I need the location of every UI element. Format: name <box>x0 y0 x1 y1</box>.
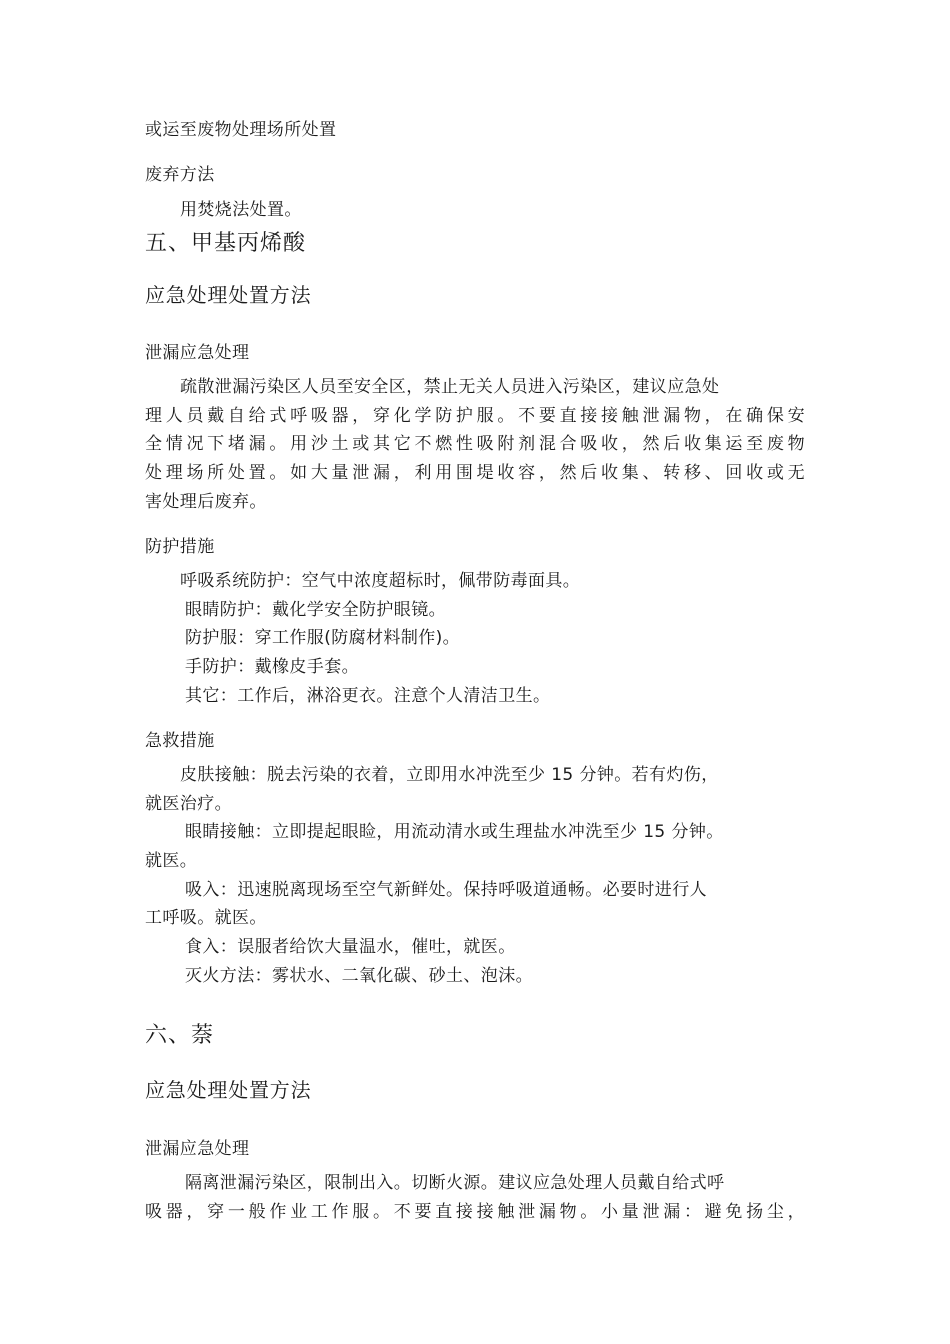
protection-item: 眼睛防护：戴化学安全防护眼镜。 <box>185 600 446 620</box>
paragraph-line: 吸器，穿一般作业工作服。不要直接接触泄漏物。小量泄漏：避免扬尘， <box>145 1202 805 1222</box>
paragraph-line: 全情况下堵漏。用沙土或其它不燃性吸附剂混合吸收，然后收集运至废物 <box>145 434 805 454</box>
first-aid-item: 灭火方法：雾状水、二氧化碳、砂土、泡沫。 <box>185 966 533 986</box>
heading-emergency-disposal: 应急处理处置方法 <box>145 1078 312 1102</box>
text-line: 用焚烧法处置。 <box>180 200 302 220</box>
text-line: 或运至废物处理场所处置 <box>145 120 337 140</box>
subheading-leak-response: 泄漏应急处理 <box>145 343 250 363</box>
first-aid-item: 眼睛接触：立即提起眼睑，用流动清水或生理盐水冲洗至少 15 分钟。 <box>185 822 724 842</box>
protection-item: 防护服：穿工作服(防腐材料制作)。 <box>185 628 461 648</box>
first-aid-item: 就医。 <box>145 851 198 871</box>
subheading-leak-response: 泄漏应急处理 <box>145 1139 250 1159</box>
paragraph-line: 疏散泄漏污染区人员至安全区，禁止无关人员进入污染区，建议应急处 <box>180 377 720 397</box>
section-heading-6: 六、萘 <box>145 1023 215 1048</box>
protection-item: 手防护：戴橡皮手套。 <box>185 657 359 677</box>
section-heading-5: 五、甲基丙烯酸 <box>145 231 307 256</box>
protection-item: 呼吸系统防护：空气中浓度超标时，佩带防毒面具。 <box>180 571 581 591</box>
paragraph-line: 害处理后废弃。 <box>145 492 267 512</box>
subheading-protection: 防护措施 <box>145 537 215 557</box>
subheading-first-aid: 急救措施 <box>145 731 215 751</box>
heading-emergency-disposal: 应急处理处置方法 <box>145 283 312 307</box>
paragraph-line: 隔离泄漏污染区，限制出入。切断火源。建议应急处理人员戴自给式呼 <box>185 1173 725 1193</box>
protection-item: 其它：工作后，淋浴更衣。注意个人清洁卫生。 <box>185 686 551 706</box>
paragraph-line: 处理场所处置。如大量泄漏，利用围堤收容，然后收集、转移、回收或无 <box>145 463 805 483</box>
first-aid-item: 就医治疗。 <box>145 794 232 814</box>
first-aid-item: 工呼吸。就医。 <box>145 908 267 928</box>
first-aid-item: 皮肤接触：脱去污染的衣着，立即用水冲洗至少 15 分钟。若有灼伤， <box>180 765 719 785</box>
first-aid-item: 吸入：迅速脱离现场至空气新鲜处。保持呼吸道通畅。必要时进行人 <box>185 880 707 900</box>
subheading-disposal-method: 废弃方法 <box>145 165 215 185</box>
first-aid-item: 食入：误服者给饮大量温水，催吐，就医。 <box>185 937 516 957</box>
paragraph-line: 理人员戴自给式呼吸器，穿化学防护服。不要直接接触泄漏物，在确保安 <box>145 406 805 426</box>
